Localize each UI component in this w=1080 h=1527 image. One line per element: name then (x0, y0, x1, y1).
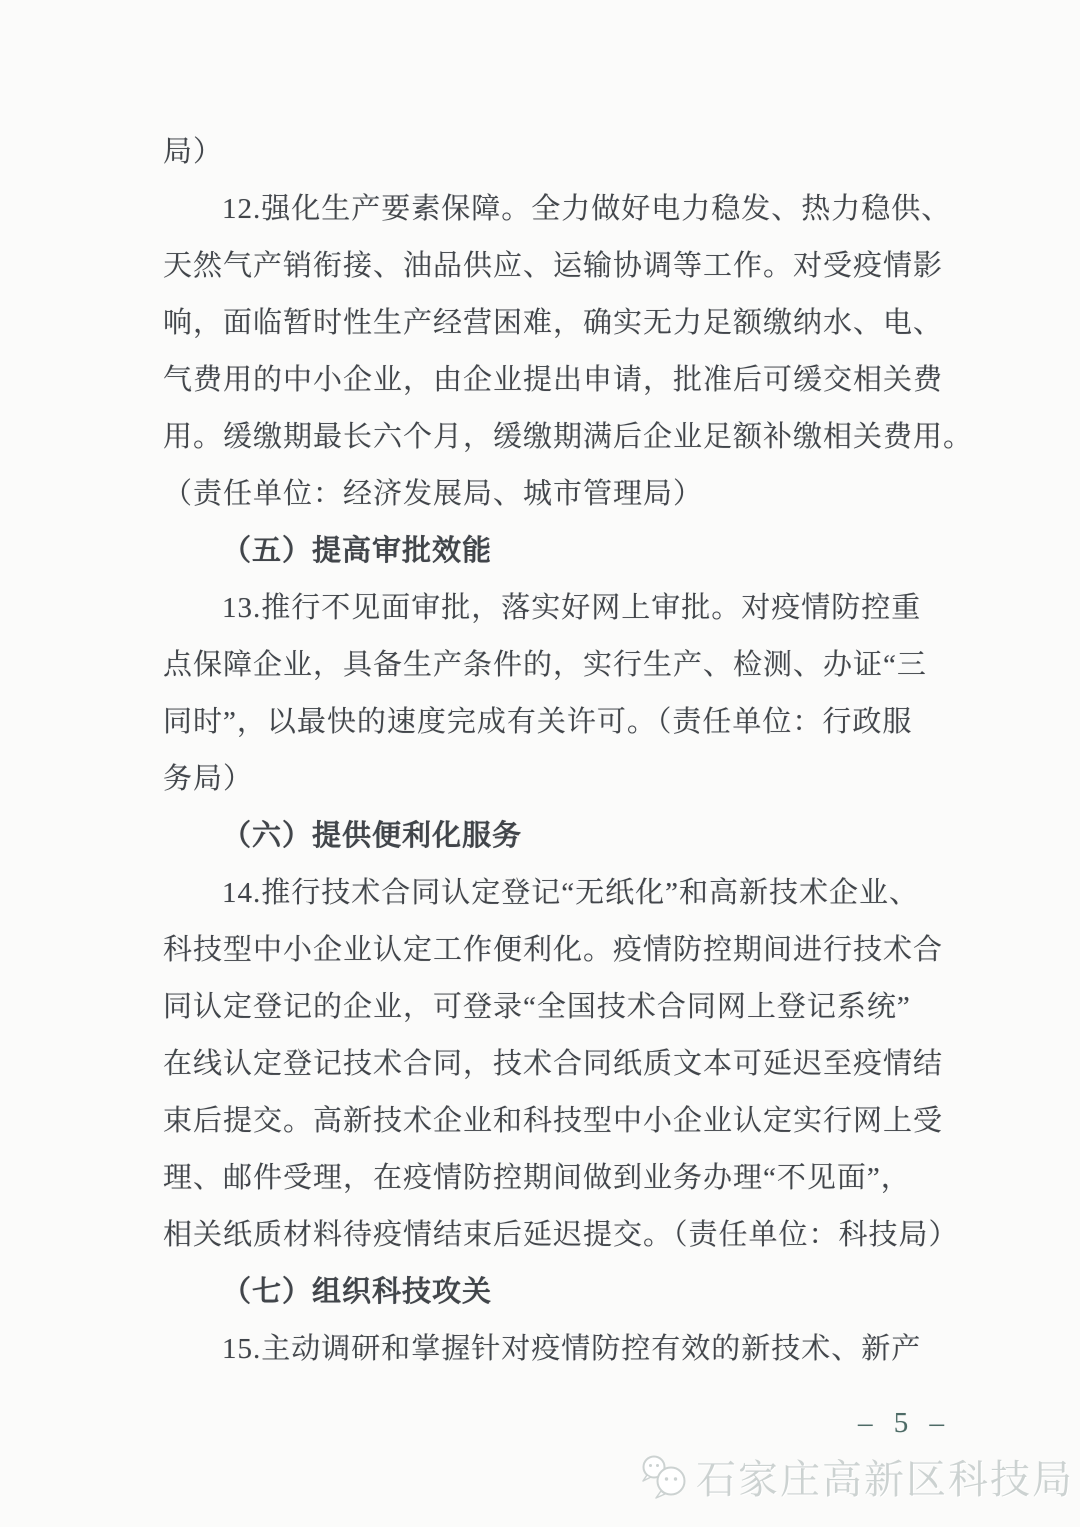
doc-line: 务局） (163, 763, 254, 795)
doc-line: 束后提交。高新技术企业和科技型中小企业认定实行网上受 (163, 1105, 944, 1137)
paragraph-start-line: 13.推行不见面审批，落实好网上审批。对疫情防控重 (222, 592, 922, 624)
doc-line: 点保障企业，具备生产条件的，实行生产、检测、办证“三 (163, 649, 927, 681)
doc-line: 同时”，以最快的速度完成有关许可。（责任单位：行政服 (163, 706, 913, 738)
watermark (639, 1448, 1074, 1505)
paragraph-start-line: 14.推行技术合同认定登记“无纸化”和高新技术企业、 (222, 877, 919, 909)
document-body (163, 124, 974, 1378)
section-heading: （五）提高审批效能 (222, 535, 493, 567)
doc-line: 响，面临暂时性生产经营困难，确实无力足额缴纳水、电、 (163, 307, 944, 339)
paragraph-start-line: 15.主动调研和掌握针对疫情防控有效的新技术、新产 (222, 1333, 922, 1365)
doc-line: 气费用的中小企业，由企业提出申请，批准后可缓交相关费 (163, 364, 944, 396)
wechat-icon (639, 1452, 691, 1502)
doc-line: 在线认定登记技术合同，技术合同纸质文本可延迟至疫情结 (163, 1048, 944, 1080)
doc-line: 理、邮件受理，在疫情防控期间做到业务办理“不见面”， (163, 1162, 911, 1194)
doc-line: 同认定登记的企业，可登录“全国技术合同网上登记系统” (163, 991, 911, 1023)
doc-line: 天然气产销衔接、油品供应、运输协调等工作。对受疫情影 (163, 250, 944, 282)
paragraph-start-line: 12.强化生产要素保障。全力做好电力稳发、热力稳供、 (222, 193, 952, 225)
doc-line: 科技型中小企业认定工作便利化。疫情防控期间进行技术合 (163, 934, 944, 966)
page-number: – 5 – (858, 1407, 951, 1439)
responsibility-line: 相关纸质材料待疫情结束后延迟提交。（责任单位：科技局） (163, 1219, 959, 1251)
doc-line: 用。缓缴期最长六个月，缓缴期满后企业足额补缴相关费用。 (163, 421, 974, 453)
responsibility-line: （责任单位：经济发展局、城市管理局） (163, 478, 704, 510)
section-heading: （七）组织科技攻关 (222, 1276, 493, 1308)
section-heading: （六）提供便利化服务 (222, 820, 523, 852)
doc-line: 局） (163, 136, 224, 168)
watermark-label: 石家庄高新区科技局 (696, 1457, 1074, 1502)
